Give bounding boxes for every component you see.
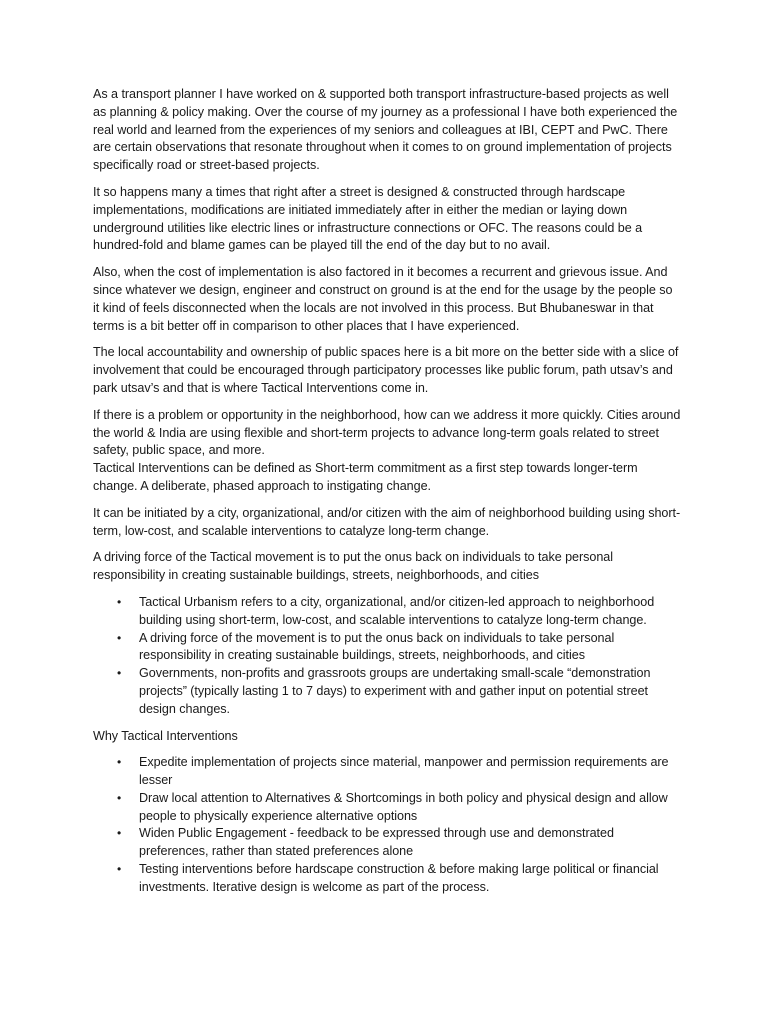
list-item	[93, 594, 681, 630]
list-item	[93, 790, 681, 826]
paragraph-problem-text: If there is a problem or opportunity in the neighborhood, how can we address it more quickly. Cities around the world & India are using flexible and short-term projects to advance long-term goals related to street safety, public space, and more.	[93, 407, 681, 458]
paragraph-local-accountability: The local accountability and ownership of public spaces here is a bit more on the better side with a slice of involvement that could be encouraged through participatory processes like public forum, path utsav’s and park utsav’s and that is where Tactical Interventions come in.	[93, 345, 679, 395]
list-item-text: Draw local attention to Alternatives & Shortcomings in both policy and physical design and allow people to physically experience alternative options	[139, 790, 668, 823]
paragraph-cost-implementation: Also, when the cost of implementation is also factored in it becomes a recurrent and grievous issue. And since whatever we design, engineer and construct on ground is at the end for the usage by the people so it kind of feels disconnected when the locals are not involved in this process. But Bhubaneswar in that terms is a bit better off in comparison to other places that I have experienced.	[93, 265, 673, 333]
bullet-icon: •	[117, 826, 122, 841]
list-item-text: A driving force of the movement is to put the onus back on individuals to take personal responsibility in creating sustainable buildings, streets, neighborhoods, and cities	[139, 630, 615, 663]
list-item-text: Testing interventions before hardscape construction & before making large political or financial investments. Iterative design is welcome as part of the process.	[139, 862, 659, 894]
bullet-icon: •	[117, 594, 122, 609]
list-item-text: Governments, non-profits and grassroots groups are undertaking small-scale “demonstration projects” (typically lasting 1 to 7 days) to experiment with and gather input on potential street design changes.	[139, 666, 651, 716]
list-item	[93, 861, 681, 897]
list-item	[93, 825, 681, 861]
list-item-text: Widen Public Engagement - feedback to be expressed through use and demonstrated preferences, rather than stated preferences alone	[139, 826, 614, 859]
bullet-list-tactical-urbanism	[93, 594, 681, 719]
paragraph-driving-force: A driving force of the Tactical movement is to put the onus back on individuals to take personal responsibility in creating sustainable buildings, streets, neighborhoods, and cities	[93, 550, 614, 583]
bullet-icon: •	[117, 666, 122, 681]
bullet-list-why-tactical	[93, 754, 681, 896]
list-item	[93, 665, 681, 718]
document-page	[93, 86, 681, 906]
list-item	[93, 630, 681, 666]
list-item	[93, 754, 681, 790]
section-heading: Why Tactical Interventions	[93, 728, 238, 743]
bullet-icon: •	[117, 790, 122, 805]
paragraph-initiation: It can be initiated by a city, organizational, and/or citizen with the aim of neighborhood building using short-term, low-cost, and scalable interventions to catalyze long-term change.	[93, 505, 681, 538]
paragraph-street-modifications: It so happens many a times that right after a street is designed & constructed through hardscape implementations, modifications are initiated immediately after in either the median or laying down underground utilities like electric lines or infrastructure connections or OFC. The reasons could be a hundred-fold and blame games can be played till the end of the day but to no avail.	[93, 184, 643, 253]
paragraph-intro: As a transport planner I have worked on & supported both transport infrastructure-based projects as well as planning & policy making. Over the course of my journey as a professional I have both experienced the real world and learned from the experiences of my seniors and colleagues at IBI, CEPT and PwC. There are certain observations that resonate throughout when it comes to on ground implementation of projects specifically road or street-based projects.	[93, 87, 678, 173]
bullet-icon: •	[117, 755, 122, 770]
paragraph-tactical-definition: Tactical Interventions can be defined as Short-term commitment as a first step towards longer-term change. A deliberate, phased approach to instigating change.	[93, 461, 638, 493]
list-item-text: Tactical Urbanism refers to a city, organizational, and/or citizen-led approach to neighborhood building using short-term, low-cost, and scalable interventions to catalyze long-term change.	[139, 594, 655, 627]
paragraph-problem-opportunity	[93, 407, 681, 460]
bullet-icon: •	[117, 862, 122, 877]
bullet-icon: •	[117, 630, 122, 645]
list-item-text: Expedite implementation of projects since material, manpower and permission requirements are lesser	[139, 755, 669, 788]
